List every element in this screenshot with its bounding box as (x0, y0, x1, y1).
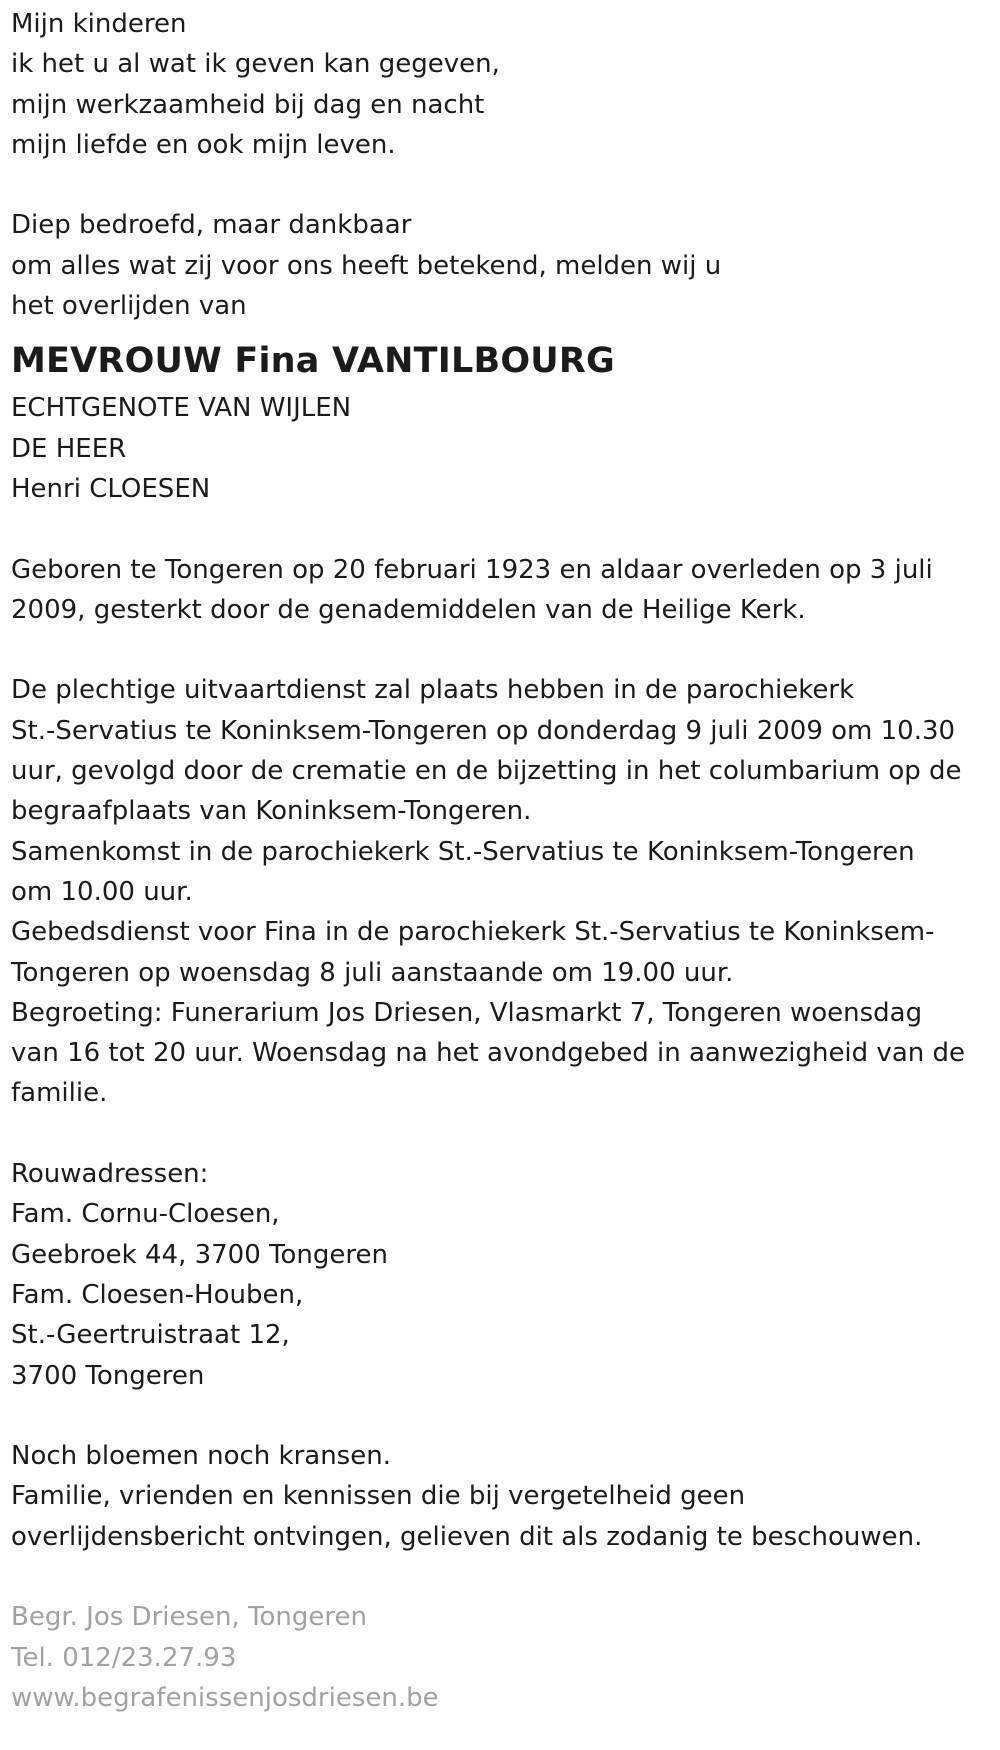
ceremony-section (11, 670, 996, 1113)
address-line: Fam. Cloesen-Houben, (11, 1279, 304, 1310)
ceremony-line: familie. (11, 1078, 108, 1109)
poem-line: ik het u al wat ik geven kan gegeven, (11, 49, 500, 80)
spouse-line: DE HEER (11, 433, 127, 464)
condolence-addresses-section (11, 1154, 996, 1396)
ceremony-line: De plechtige uitvaartdienst zal plaats hebben in de parochiekerk (11, 675, 855, 706)
ceremony-line: om 10.00 uur. (11, 876, 193, 907)
spacer (11, 1396, 996, 1436)
ceremony-line: St.-Servatius te Koninksem-Tongeren op donderdag 9 juli 2009 om 10.30 (11, 715, 956, 746)
poem-line: Mijn kinderen (11, 9, 187, 39)
spacer (11, 630, 996, 670)
ceremony-line: Gebedsdienst voor Fina in de parochiekerk St.-Servatius te Koninksem- (11, 917, 935, 948)
funeral-home-website: www.begrafenissenjosdriesen.be (11, 1682, 439, 1713)
birth-death-section (11, 550, 996, 631)
ceremony-line: Tongeren op woensdag 8 juli aanstaande om 19.00 uur. (11, 957, 734, 988)
spouse-section (11, 388, 996, 509)
request-line: Noch bloemen noch kransen. (11, 1441, 391, 1472)
spacer (11, 165, 996, 205)
requests-section (11, 1436, 996, 1557)
birth-death-line: Geboren te Tongeren op 20 februari 1923 en aldaar overleden op 3 juli (11, 554, 933, 585)
funeral-home-phone: Tel. 012/23.27.93 (11, 1642, 237, 1673)
announcement-line: om alles wat zij voor ons heeft betekend, melden wij u (11, 250, 722, 281)
ceremony-line: van 16 tot 20 uur. Woensdag na het avondgebed in aanwezigheid van de (11, 1038, 965, 1069)
announcement-section (11, 205, 996, 326)
spacer (11, 1557, 996, 1597)
address-line: 3700 Tongeren (11, 1360, 205, 1391)
ceremony-line: begraafplaats van Koninksem-Tongeren. (11, 796, 532, 827)
spacer (11, 509, 996, 549)
funeral-home-footer (11, 1597, 996, 1718)
ceremony-line: Begroeting: Funerarium Jos Driesen, Vlasmarkt 7, Tongeren woensdag (11, 997, 923, 1028)
announcement-line: het overlijden van (11, 291, 247, 322)
address-line: St.-Geertruistraat 12, (11, 1320, 290, 1351)
ceremony-line: Samenkomst in de parochiekerk St.-Servatius te Koninksem-Tongeren (11, 836, 915, 867)
request-line: overlijdensbericht ontvingen, gelieven dit als zodanig te beschouwen. (11, 1521, 923, 1552)
spouse-line: Henri CLOESEN (11, 473, 211, 504)
request-line: Familie, vrienden en kennissen die bij vergetelheid geen (11, 1481, 746, 1512)
deceased-name: MEVROUW Fina VANTILBOURG (11, 341, 615, 382)
address-line: Geebroek 44, 3700 Tongeren (11, 1239, 388, 1270)
condolence-heading: Rouwadressen: (11, 1159, 209, 1190)
spouse-line: ECHTGENOTE VAN WIJLEN (11, 393, 352, 424)
birth-death-line: 2009, gesterkt door de genademiddelen van de Heilige Kerk. (11, 594, 806, 625)
poem-section (11, 4, 996, 165)
funeral-home-name: Begr. Jos Driesen, Tongeren (11, 1602, 367, 1633)
spacer (11, 1114, 996, 1154)
obituary-notice (11, 4, 996, 1718)
address-line: Fam. Cornu-Cloesen, (11, 1199, 280, 1230)
announcement-line: Diep bedroefd, maar dankbaar (11, 210, 412, 241)
ceremony-line: uur, gevolgd door de crematie en de bijzetting in het columbarium op de (11, 756, 962, 787)
poem-line: mijn werkzaamheid bij dag en nacht (11, 89, 485, 120)
poem-line: mijn liefde en ook mijn leven. (11, 129, 396, 160)
